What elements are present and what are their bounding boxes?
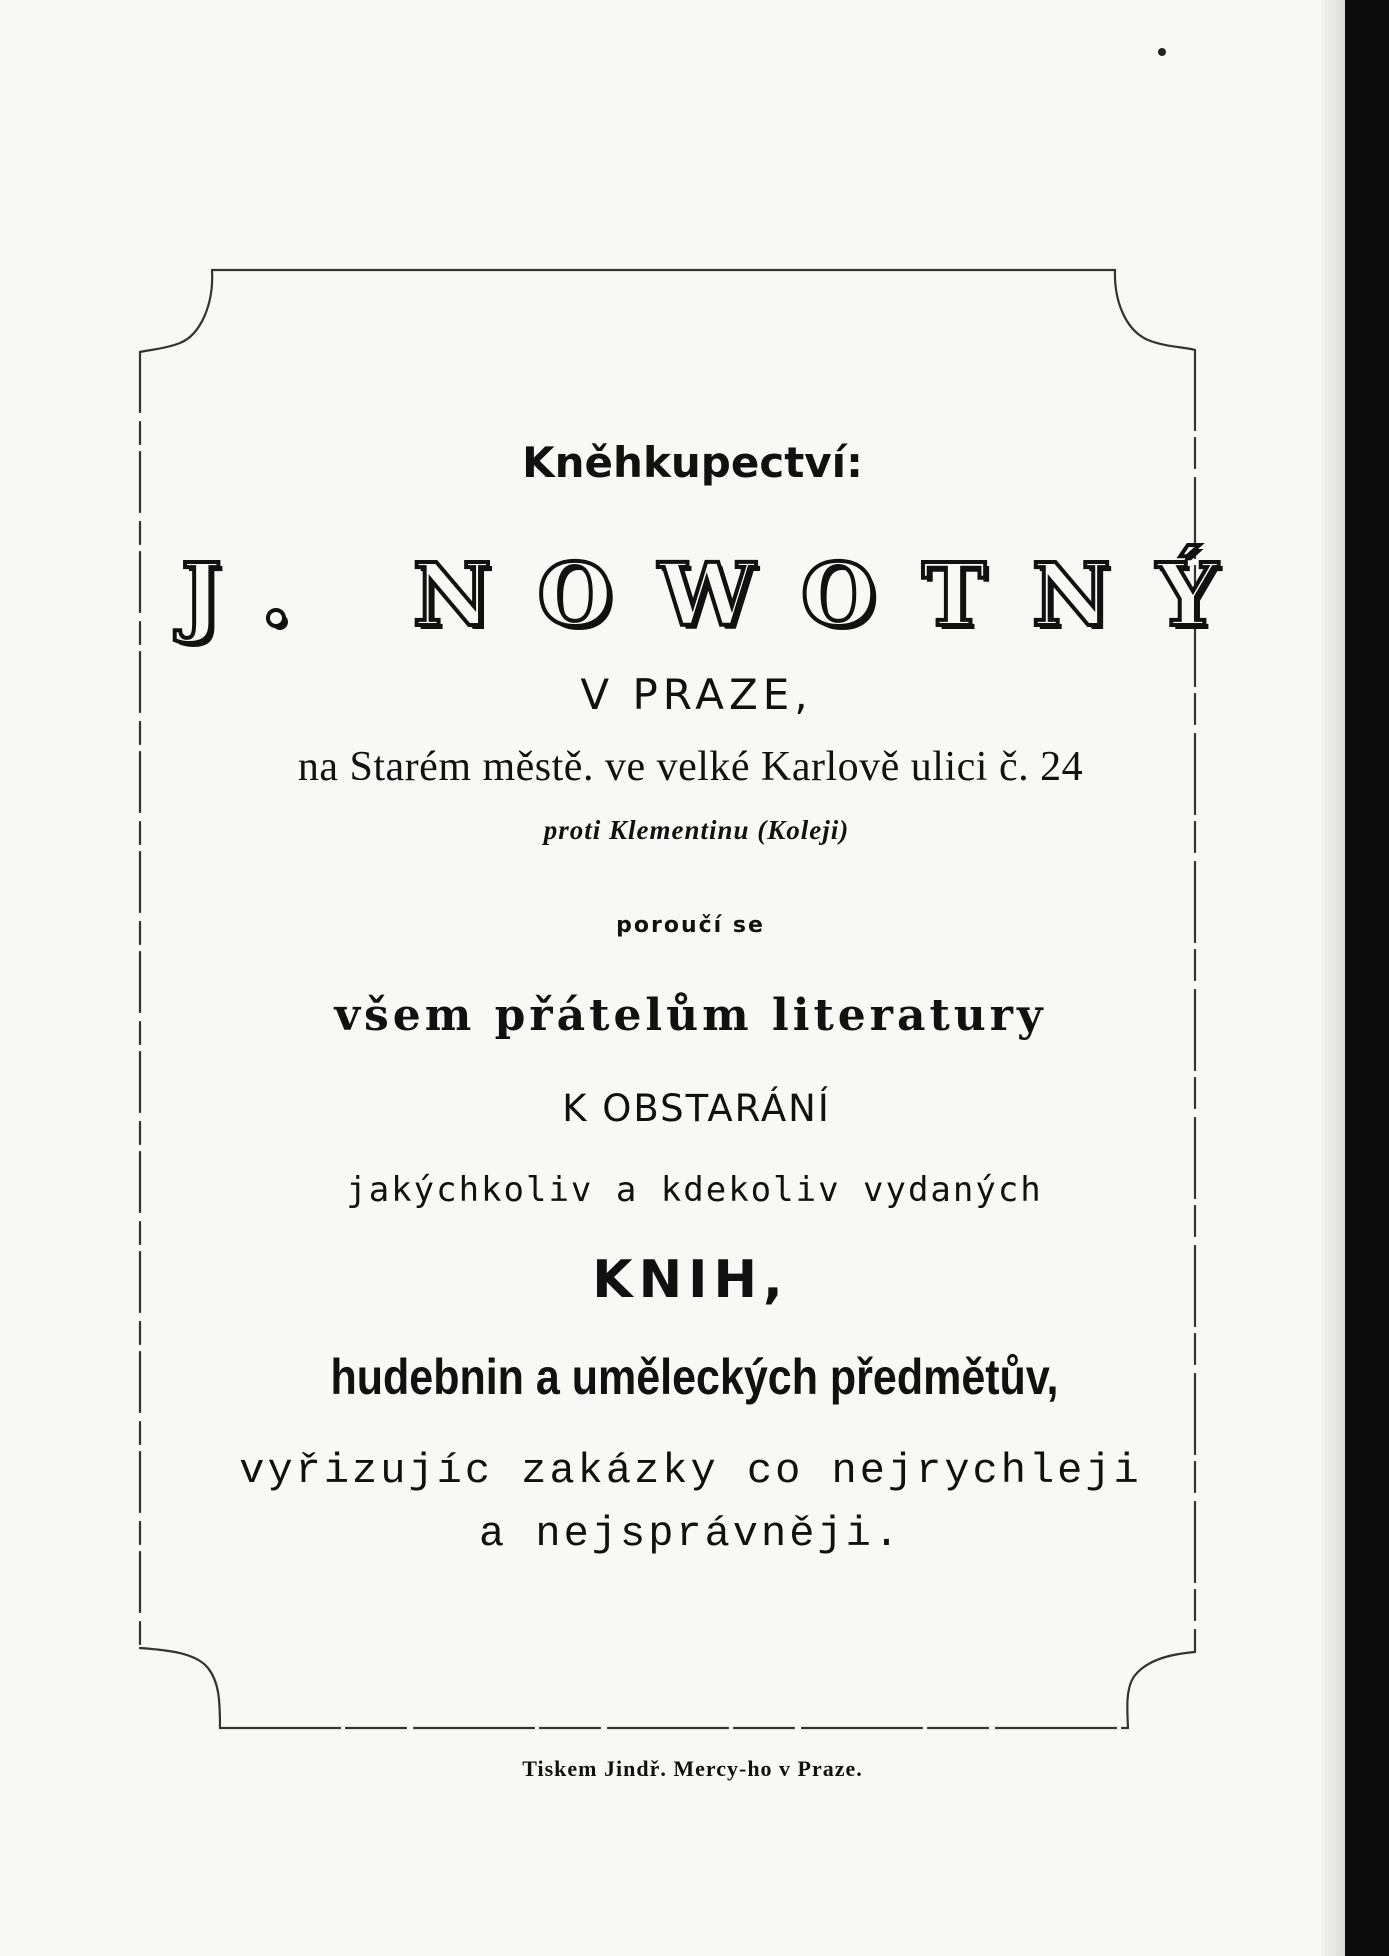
recommends-line: poroučí se — [616, 913, 765, 938]
friends-of-literature: všem přátelům literatury — [334, 990, 1047, 1041]
bookshop-heading: Kněhkupectví: — [522, 438, 863, 487]
any-published-line: jakýchkoliv a kdekoliv vydaných — [346, 1170, 1043, 1210]
obtain-line: K OBSTARÁNÍ — [562, 1087, 831, 1130]
orders-correct-line: a nejsprávněji. — [478, 1510, 903, 1558]
books-line: KNIH, — [592, 1250, 789, 1310]
printer-imprint: Tiskem Jindř. Mercy-ho v Praze. — [522, 1756, 863, 1781]
orders-handling-line: vyřizujíc zakázky co nejrychleji — [239, 1447, 1142, 1495]
music-and-art-line: hudebnin a uměleckých předmětův, — [330, 1349, 1059, 1405]
city-line: V PRAZE, — [580, 670, 813, 719]
address-landmark: proti Klementinu (Koleji) — [543, 815, 850, 845]
street-address: na Starém městě. ve velké Karlově ulici č. 24 — [297, 744, 1084, 790]
proprietor-name: J. NOWOTNÝ — [181, 545, 1264, 646]
